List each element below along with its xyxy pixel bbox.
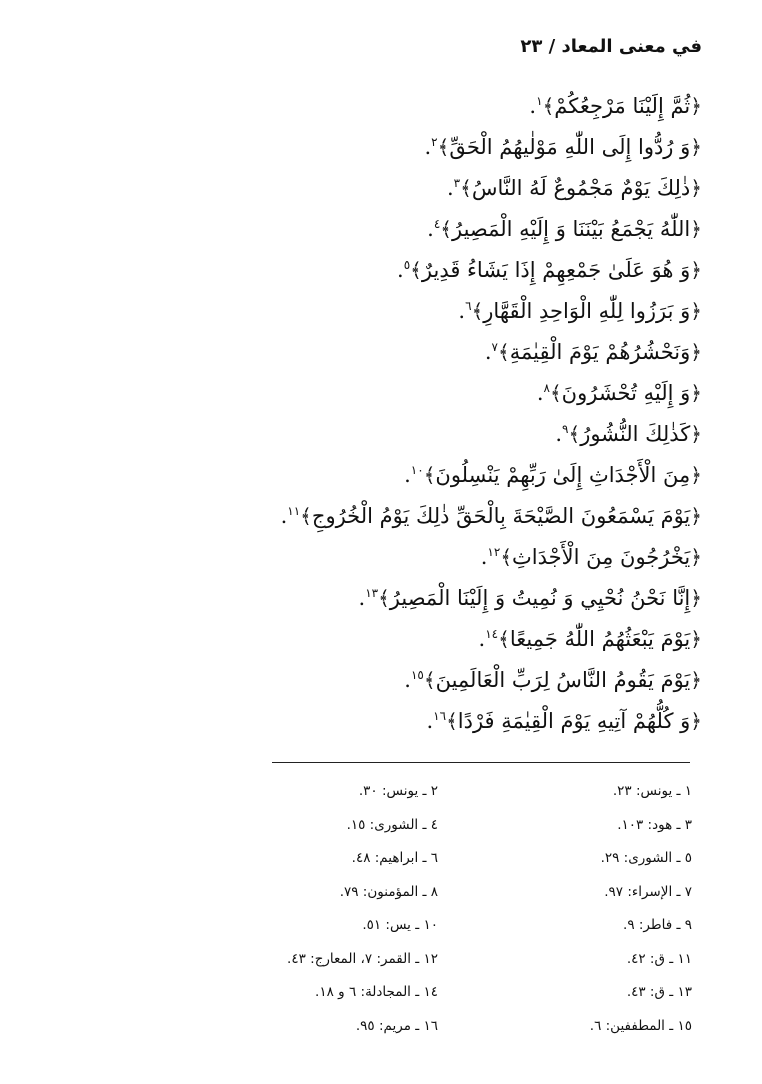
verse-line: ﴿يَوْمَ يَقُومُ النَّاسُ لِرَبِّ الْعَالَمِينَ﴾$^{١٥}$. — [404, 668, 702, 692]
verse-line: ﴿إِنَّا نَحْنُ نُحْيِي وَ نُمِيتُ وَ إِلَيْنَا الْمَصِيرُ﴾$^{١٣}$. — [358, 586, 702, 610]
footnote-marker: ١ — [536, 94, 543, 108]
footnote-marker: ٧ — [491, 340, 498, 354]
footnote: ٥ ـ الشورى: ٢٩. — [600, 850, 692, 866]
footnote-marker: ١٤ — [485, 627, 499, 641]
footnote: ١٦ ـ مريم: ٩٥. — [355, 1017, 438, 1034]
verse-line: ﴿ذٰلِكَ يَوْمٌ مَجْمُوعٌ لَهُ النَّاسُ﴾$^٣$. — [446, 176, 702, 200]
verse-line: ﴿يَوْمَ يَسْمَعُونَ الصَّيْحَةَ بِالْحَقِّ ذٰلِكَ يَوْمُ الْخُرُوجِ﴾$^{١١}$. — [280, 504, 702, 528]
verse-text: يَوْمَ يَسْمَعُونَ الصَّيْحَةَ بِالْحَقِّ ذٰلِكَ يَوْمُ الْخُرُوجِ — [311, 504, 691, 528]
verse-text: وَ بَرَزُوا لِلّٰهِ الْوَاحِدِ الْقَهَّارِ — [483, 299, 691, 323]
footnote: ٣ ـ هود: ١٠٣. — [617, 816, 692, 833]
footnote: ١ ـ يونس: ٢٣. — [612, 783, 692, 799]
verse-text: وَنَحْشُرُهُمْ يَوْمَ الْقِيٰمَةِ — [509, 340, 691, 364]
footnote-marker: ٥ — [403, 258, 411, 272]
verse-line: ﴿ثُمَّ إِلَيْنَا مَرْجِعُكُمْ﴾$^١$. — [529, 94, 702, 118]
verse-text: يَوْمَ يَبْعَثُهُمُ اللّٰهُ جَمِيعًا — [509, 627, 691, 651]
footnote: ١٠ ـ يس: ٥١. — [362, 917, 438, 933]
footnote: ٢ ـ يونس: ٣٠. — [358, 783, 438, 799]
footnote-marker: ٦ — [465, 299, 472, 313]
verse-text: ثُمَّ إِلَيْنَا مَرْجِعُكُمْ — [554, 94, 691, 118]
footnote: ٤ ـ الشورى: ١٥. — [346, 816, 438, 833]
verse-text: إِنَّا نَحْنُ نُحْيِي وَ نُمِيتُ وَ إِلَيْنَا الْمَصِيرُ — [389, 586, 691, 610]
footnote-marker: ٩ — [562, 422, 569, 436]
footnote: ١٤ ـ المجادلة: ٦ و ١٨. — [315, 984, 438, 1000]
footnote: ١١ ـ ق: ٤٢. — [626, 950, 692, 967]
verse-text: اللّٰهُ يَجْمَعُ بَيْنَنَا وَ إِلَيْهِ الْمَصِيرُ — [452, 217, 691, 241]
verse-text: ذٰلِكَ يَوْمٌ مَجْمُوعٌ لَهُ النَّاسُ — [471, 176, 691, 200]
footnote-marker: ١١ — [287, 504, 301, 518]
footnote: ٨ ـ المؤمنون: ٧٩. — [339, 883, 438, 900]
verse-text: كَذٰلِكَ النُّشُورُ — [580, 422, 691, 446]
verse-text: مِنَ الْأَجْدَاثِ إِلَىٰ رَبِّهِمْ يَنْسِلُونَ — [435, 463, 691, 487]
footnote-marker: ٢ — [431, 135, 438, 149]
verse-line: ﴿وَ كُلُّهُمْ آتِيهِ يَوْمَ الْقِيٰمَةِ فَرْدًا﴾$^{١٦}$. — [426, 709, 702, 733]
footnote: ٩ ـ فاطر: ٩. — [623, 917, 692, 933]
footnote-marker: ١٢ — [487, 545, 501, 559]
footnote-marker: ٣ — [453, 176, 461, 190]
footnote-marker: ٤ — [433, 217, 441, 231]
verse-line: ﴿وَ بَرَزُوا لِلّٰهِ الْوَاحِدِ الْقَهَّارِ﴾$^٦$. — [458, 299, 702, 323]
verse-text: وَ كُلُّهُمْ آتِيهِ يَوْمَ الْقِيٰمَةِ فَرْدًا — [457, 709, 691, 733]
footnote: ١٥ ـ المطففين: ٦. — [589, 1017, 692, 1034]
footnote: ٧ ـ الإسراء: ٩٧. — [604, 883, 692, 900]
verse-line: ﴿اللّٰهُ يَجْمَعُ بَيْنَنَا وَ إِلَيْهِ الْمَصِيرُ﴾$^٤$. — [427, 217, 702, 241]
footnote-marker: ١٦ — [433, 709, 447, 723]
footnote-marker: ٨ — [543, 381, 550, 395]
verse-list — [142, 86, 702, 742]
verse-line: ﴿مِنَ الْأَجْدَاثِ إِلَىٰ رَبِّهِمْ يَنْسِلُونَ﴾$^{١٠}$. — [404, 463, 702, 487]
verse-line: ﴿يَخْرُجُونَ مِنَ الْأَجْدَاثِ﴾$^{١٢}$. — [480, 545, 702, 569]
footnotes — [192, 780, 692, 1048]
running-head: في معنى المعاد / ٢٣ — [520, 36, 702, 57]
footnote: ١٣ ـ ق: ٤٣. — [626, 984, 692, 1000]
verse-line: ﴿وَ رُدُّوا إِلَى اللّٰهِ مَوْلٰيهُمُ الْحَقِّ﴾$^٢$. — [424, 135, 702, 159]
footnote-separator — [272, 762, 690, 763]
verse-text: يَخْرُجُونَ مِنَ الْأَجْدَاثِ — [512, 545, 691, 569]
verse-line: ﴿وَ هُوَ عَلَىٰ جَمْعِهِمْ إِذَا يَشَاءُ قَدِيرٌ﴾$^٥$. — [397, 258, 702, 282]
footnote: ١٢ ـ القمر: ٧، المعارج: ٤٣. — [287, 950, 438, 967]
footnote-marker: ١٠ — [410, 463, 424, 477]
verse-line: ﴿كَذٰلِكَ النُّشُورُ﴾$^٩$. — [555, 422, 702, 446]
footnote-marker: ١٥ — [410, 668, 424, 682]
verse-line: ﴿وَنَحْشُرُهُمْ يَوْمَ الْقِيٰمَةِ﴾$^٧$. — [484, 340, 702, 364]
verse-text: وَ إِلَيْهِ تُحْشَرُونَ — [561, 381, 691, 405]
verse-text: وَ هُوَ عَلَىٰ جَمْعِهِمْ إِذَا يَشَاءُ قَدِيرٌ — [421, 258, 691, 282]
footnote-marker: ١٣ — [365, 586, 379, 600]
verse-line: ﴿يَوْمَ يَبْعَثُهُمُ اللّٰهُ جَمِيعًا﴾$^{١٤}$. — [478, 627, 702, 651]
verse-text: يَوْمَ يَقُومُ النَّاسُ لِرَبِّ الْعَالَمِينَ — [435, 668, 691, 692]
verse-text: وَ رُدُّوا إِلَى اللّٰهِ مَوْلٰيهُمُ الْحَقِّ — [449, 135, 691, 159]
verse-line: ﴿وَ إِلَيْهِ تُحْشَرُونَ﴾$^٨$. — [536, 381, 702, 405]
footnote: ٦ ـ ابراهيم: ٤٨. — [351, 850, 438, 866]
